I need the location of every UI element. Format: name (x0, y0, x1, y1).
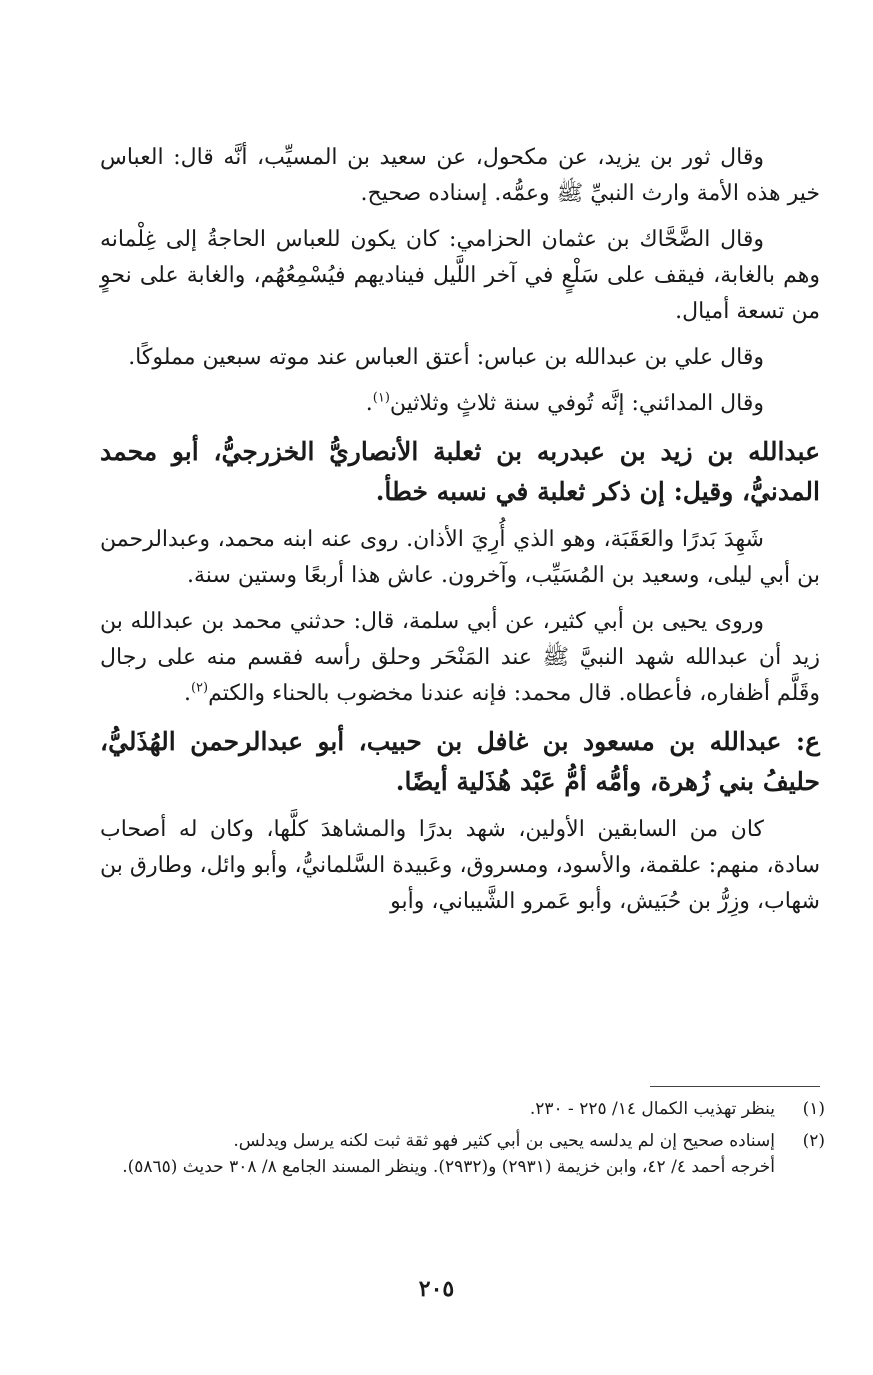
footnote-line: أخرجه أحمد ٤/ ٤٢، وابن خزيمة (٢٩٣١) و(٢٩٣٢). وينظر المسند الجامع ٨/ ٣٠٨ حديث (٥٨٦٥). (122, 1157, 775, 1177)
paragraph (100, 386, 820, 422)
biography-heading: عبدالله بن زيد بن عبدربه بن ثعلبة الأنصاريُّ الخزرجيُّ، أبو محمد المدنيُّ، وقيل: إن ذكر ثعلبة في نسبه خطأ. (100, 437, 820, 506)
paragraph: وقال علي بن عبدالله بن عباس: أعتق العباس عند موته سبعين مملوكًا. (128, 345, 764, 370)
footnote-body (100, 1096, 775, 1122)
paragraph: وقال ثور بن يزيد، عن مكحول، عن سعيد بن المسيِّب، أنَّه قال: العباس خير هذه الأمة وارث النبيِّ ﷺ وعمُّه. إسناده صحيح. (100, 145, 820, 206)
footnote (100, 1096, 825, 1122)
main-text (100, 140, 820, 930)
paragraph (100, 604, 820, 712)
paragraph: كان من السابقين الأولين، شهد بدرًا والمشاهدَ كلَّها، وكان له أصحاب سادة، منهم: علقمة، والأسود، ومسروق، وعَبيدة السَّلمانيُّ، وأبو وائل، وطارق بن شهاب، وزِرُّ بن حُبَيش، وأبو عَمرو الشَّيباني، وأبو (100, 817, 820, 914)
footnotes (100, 1096, 825, 1186)
footnote (100, 1128, 825, 1180)
footnote-line: ينظر تهذيب الكمال ١٤/ ٢٢٥ - ٢٣٠. (529, 1099, 775, 1119)
paragraph-end: . (183, 681, 191, 706)
paragraph: وقال الضَّحَّاك بن عثمان الحزامي: كان يكون للعباس الحاجةُ إلى غِلْمانه وهم بالغابة، فيقف على سَلْعٍ في آخر اللَّيل فيناديهم فيُسْمِعُهُم، والغابة على نحوٍ من تسعة أميال. (100, 227, 820, 324)
footnote-ref: (٢) (190, 680, 209, 696)
footnote-number: (١) (802, 1099, 825, 1119)
paragraph-text: وروى يحيى بن أبي كثير، عن أبي سلمة، قال: حدثني محمد بن عبدالله بن زيد أن عبدالله شهد النبيَّ ﷺ عند المَنْحَر وحلق رأسه فقسم منه على رجال وقَلَّم أظفاره، فأعطاه. قال محمد: فإنه عندنا مخضوب بالحناء والكتم (100, 609, 820, 706)
footnote-body (100, 1128, 775, 1180)
biography-heading: ع: عبدالله بن مسعود بن غافل بن حبيب، أبو عبدالرحمن الهُذَليُّ، حليفُ بني زُهرة، وأمُّه أمُّ عَبْد هُذَلية أيضًا. (100, 727, 820, 796)
footnote-ref: (١) (372, 390, 390, 406)
footnote-divider (650, 1086, 820, 1087)
paragraph-end: . (365, 391, 373, 416)
paragraph-text: وقال المدائني: إنَّه تُوفي سنة ثلاثٍ وثلاثين (389, 391, 764, 416)
footnote-line: إسناده صحيح إن لم يدلسه يحيى بن أبي كثير فهو ثقة ثبت لكنه يرسل ويدلس. (233, 1131, 775, 1151)
paragraph: شَهِدَ بَدرًا والعَقَبَة، وهو الذي أُرِيَ الأذان. روى عنه ابنه محمد، وعبدالرحمن بن أبي ليلى، وسعيد بن المُسَيِّب، وآخرون. عاش هذا أربعًا وستين سنة. (100, 527, 820, 588)
footnote-number: (٢) (802, 1131, 825, 1151)
page-number: ٢٠٥ (418, 1276, 455, 1302)
